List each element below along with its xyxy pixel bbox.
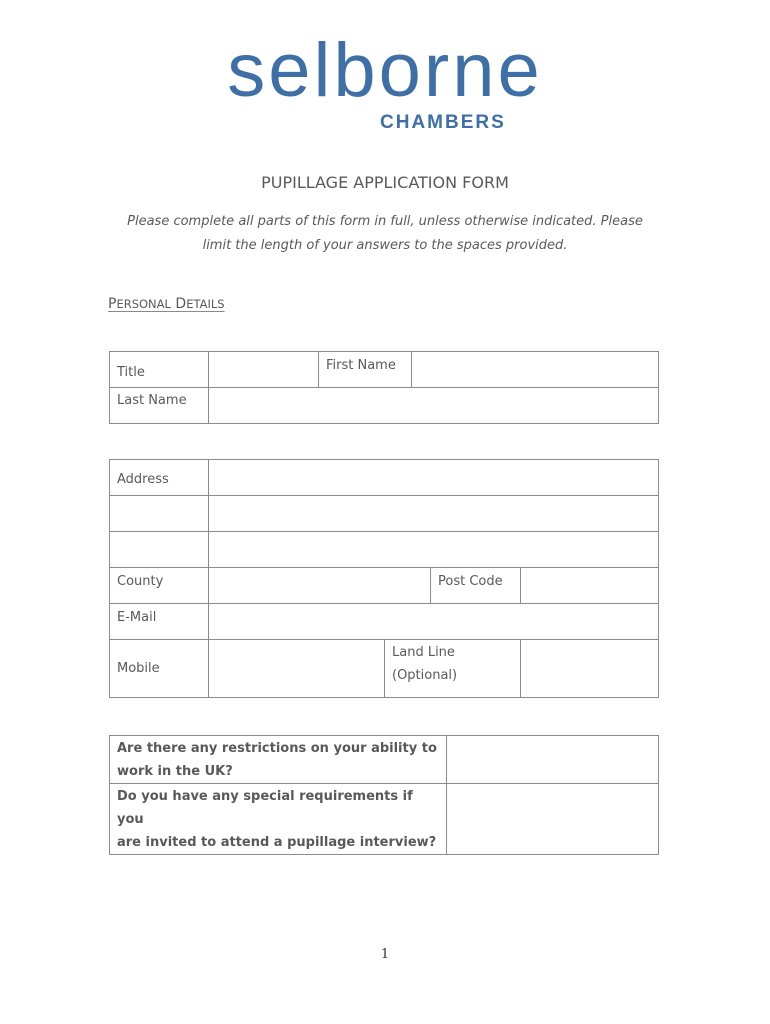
section-heading-rest-p: ERSONAL <box>116 297 171 311</box>
name-table <box>109 351 659 424</box>
title-label: Title <box>110 352 209 388</box>
table-row <box>110 352 659 388</box>
table-row <box>110 496 659 532</box>
last-name-label: Last Name <box>110 388 209 424</box>
address-line-3-field[interactable] <box>209 532 659 568</box>
section-heading-personal-details <box>108 296 225 312</box>
title-field[interactable] <box>209 352 319 388</box>
address-line-2-field[interactable] <box>209 496 659 532</box>
intro-line-2: limit the length of your answers to the spaces provided. <box>202 238 568 253</box>
questions-table <box>109 735 659 855</box>
mobile-label: Mobile <box>110 640 209 698</box>
address-label-blank-2 <box>110 496 209 532</box>
requirements-question: Do you have any special requirements if you are invited to attend a pupillage interview? <box>110 784 447 855</box>
table-row <box>110 736 659 784</box>
intro-line-1: Please complete all parts of this form in full, unless otherwise indicated. Please <box>127 214 643 229</box>
address-label-blank-3 <box>110 532 209 568</box>
section-heading-initial-p: P <box>108 296 117 312</box>
last-name-field[interactable] <box>209 388 659 424</box>
contact-table <box>109 459 659 698</box>
requirements-answer-field[interactable] <box>447 784 659 855</box>
table-row <box>110 784 659 855</box>
form-title: PUPILLAGE APPLICATION FORM <box>261 173 509 192</box>
first-name-field[interactable] <box>412 352 659 388</box>
intro-text <box>110 210 660 258</box>
restrictions-answer-field[interactable] <box>447 736 659 784</box>
email-label: E-Mail <box>110 604 209 640</box>
post-code-field[interactable] <box>521 568 659 604</box>
land-line-label <box>385 640 521 698</box>
table-row <box>110 568 659 604</box>
email-field[interactable] <box>209 604 659 640</box>
table-row <box>110 460 659 496</box>
section-heading-rest-d: ETAILS <box>186 297 225 311</box>
table-row <box>110 640 659 698</box>
land-line-label-line-2: (Optional) <box>392 668 458 683</box>
table-row <box>110 604 659 640</box>
first-name-label: First Name <box>319 352 412 388</box>
county-label: County <box>110 568 209 604</box>
logo-subtitle: CHAMBERS <box>380 112 506 133</box>
logo-wordmark: selborne <box>227 28 543 113</box>
address-line-1-field[interactable] <box>209 460 659 496</box>
post-code-label: Post Code <box>431 568 521 604</box>
address-label: Address <box>110 460 209 496</box>
land-line-field[interactable] <box>521 640 659 698</box>
table-row <box>110 388 659 424</box>
restrictions-question: Are there any restrictions on your ability to work in the UK? <box>110 736 447 784</box>
page-number: 1 <box>380 947 390 962</box>
table-row <box>110 532 659 568</box>
county-field[interactable] <box>209 568 431 604</box>
section-heading-initial-d: D <box>175 296 187 312</box>
land-line-label-line-1: Land Line <box>392 645 455 660</box>
mobile-field[interactable] <box>209 640 385 698</box>
